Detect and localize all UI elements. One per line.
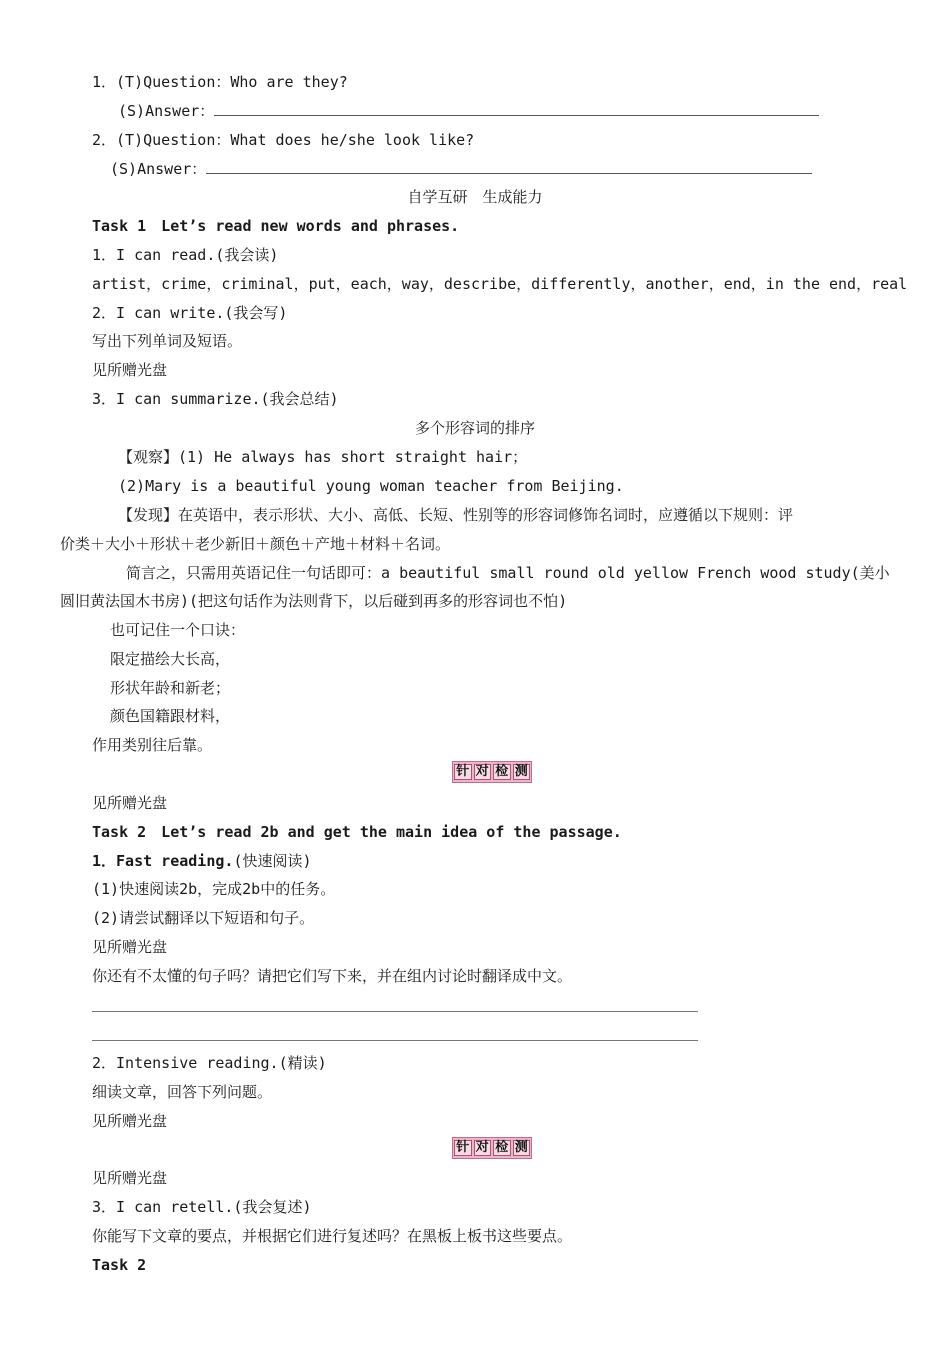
read-words: artist，crime，criminal，put，each，way，describe，differently，another，end，in the end，real — [92, 275, 908, 293]
see-cd-note: 见所赠光盘 — [92, 1169, 168, 1187]
unclear-sentences-prompt: 你还有不太懂的句子吗？请把它们写下来，并在组内讨论时翻译成中文。 — [92, 967, 573, 985]
summary-line-1: 简言之，只需用英语记住一句话即可：a beautiful small round old yellow French wood study(美小 — [126, 564, 890, 582]
badge-char: 针 — [454, 764, 472, 780]
fast-reading-label: 1．Fast reading. — [92, 852, 234, 870]
answer-2 — [110, 159, 812, 179]
answer-1 — [118, 101, 819, 121]
discover-line-1: 【发现】在英语中，表示形状、大小、高低、长短、性别等的形容词修饰名词时，应遵循以下规则：评 — [118, 506, 794, 524]
discover-line-2: 价类＋大小＋形状＋老少新旧＋颜色＋产地＋材料＋名词。 — [60, 535, 451, 553]
question-2: 2．(T)Question：What does he/she look like? — [92, 131, 475, 149]
fast-reading-title — [92, 851, 312, 871]
intensive-reading-instruction: 细读文章，回答下列问题。 — [92, 1083, 273, 1101]
task1-title: Task 1 Let’s read new words and phrases. — [92, 217, 460, 235]
rhyme-line-4: 作用类别往后靠。 — [92, 736, 213, 754]
answer-1-label: (S)Answer： — [118, 102, 215, 120]
rhyme-line-1: 限定描绘大长高， — [110, 650, 231, 668]
fast-reading-cn: (快速阅读) — [233, 852, 312, 870]
footer-task-label: Task 2 — [92, 1256, 147, 1274]
see-cd-note: 见所赠光盘 — [92, 794, 168, 812]
see-cd-note: 见所赠光盘 — [92, 1112, 168, 1130]
read-title: 1．I can read.(我会读) — [92, 246, 279, 264]
task2-title: Task 2 Let’s read 2b and get the main idea of the passage. — [92, 823, 622, 841]
answer-2-label: (S)Answer： — [110, 160, 207, 178]
observe-line-1: 【观察】(1) He always has short straight hair； — [118, 448, 528, 466]
retell-instruction: 你能写下文章的要点，并根据它们进行复述吗？在黑板上板书这些要点。 — [92, 1227, 573, 1245]
question-1: 1．(T)Question：Who are they? — [92, 73, 348, 91]
check-test-badge — [452, 761, 532, 783]
badge-char: 检 — [493, 1140, 511, 1156]
answer-2-blank[interactable] — [206, 160, 812, 174]
section-heading: 自学互研 生成能力 — [407, 188, 543, 206]
summary-line-2: 圆旧黄法国木书房)(把这句话作为法则背下，以后碰到再多的形容词也不怕) — [60, 592, 568, 610]
check-test-badge — [452, 1137, 532, 1159]
badge-char: 对 — [474, 764, 492, 780]
badge-char: 测 — [513, 764, 531, 780]
writing-line[interactable] — [92, 1040, 698, 1041]
answer-1-blank[interactable] — [214, 102, 819, 116]
see-cd-note: 见所赠光盘 — [92, 938, 168, 956]
retell-title: 3．I can retell.(我会复述) — [92, 1198, 312, 1216]
rhyme-intro: 也可记住一个口诀： — [110, 621, 246, 639]
writing-line[interactable] — [92, 1011, 698, 1012]
summarize-title: 3．I can summarize.(我会总结) — [92, 390, 339, 408]
intensive-reading-title: 2．Intensive reading.(精读) — [92, 1054, 327, 1072]
rhyme-line-3: 颜色国籍跟材料， — [110, 707, 231, 725]
badge-char: 针 — [454, 1140, 472, 1156]
badge-char: 对 — [474, 1140, 492, 1156]
rhyme-line-2: 形状年龄和新老； — [110, 679, 231, 697]
fast-reading-item-1: (1)快速阅读2b，完成2b中的任务。 — [92, 880, 336, 898]
write-title: 2．I can write.(我会写) — [92, 304, 288, 322]
badge-char: 测 — [513, 1140, 531, 1156]
see-cd-note: 见所赠光盘 — [92, 361, 168, 379]
fast-reading-item-2: (2)请尝试翻译以下短语和句子。 — [92, 909, 315, 927]
write-instruction: 写出下列单词及短语。 — [92, 332, 243, 350]
grammar-heading: 多个形容词的排序 — [414, 419, 535, 437]
observe-line-2: (2)Mary is a beautiful young woman teacher from Beijing. — [118, 477, 624, 495]
badge-char: 检 — [493, 764, 511, 780]
